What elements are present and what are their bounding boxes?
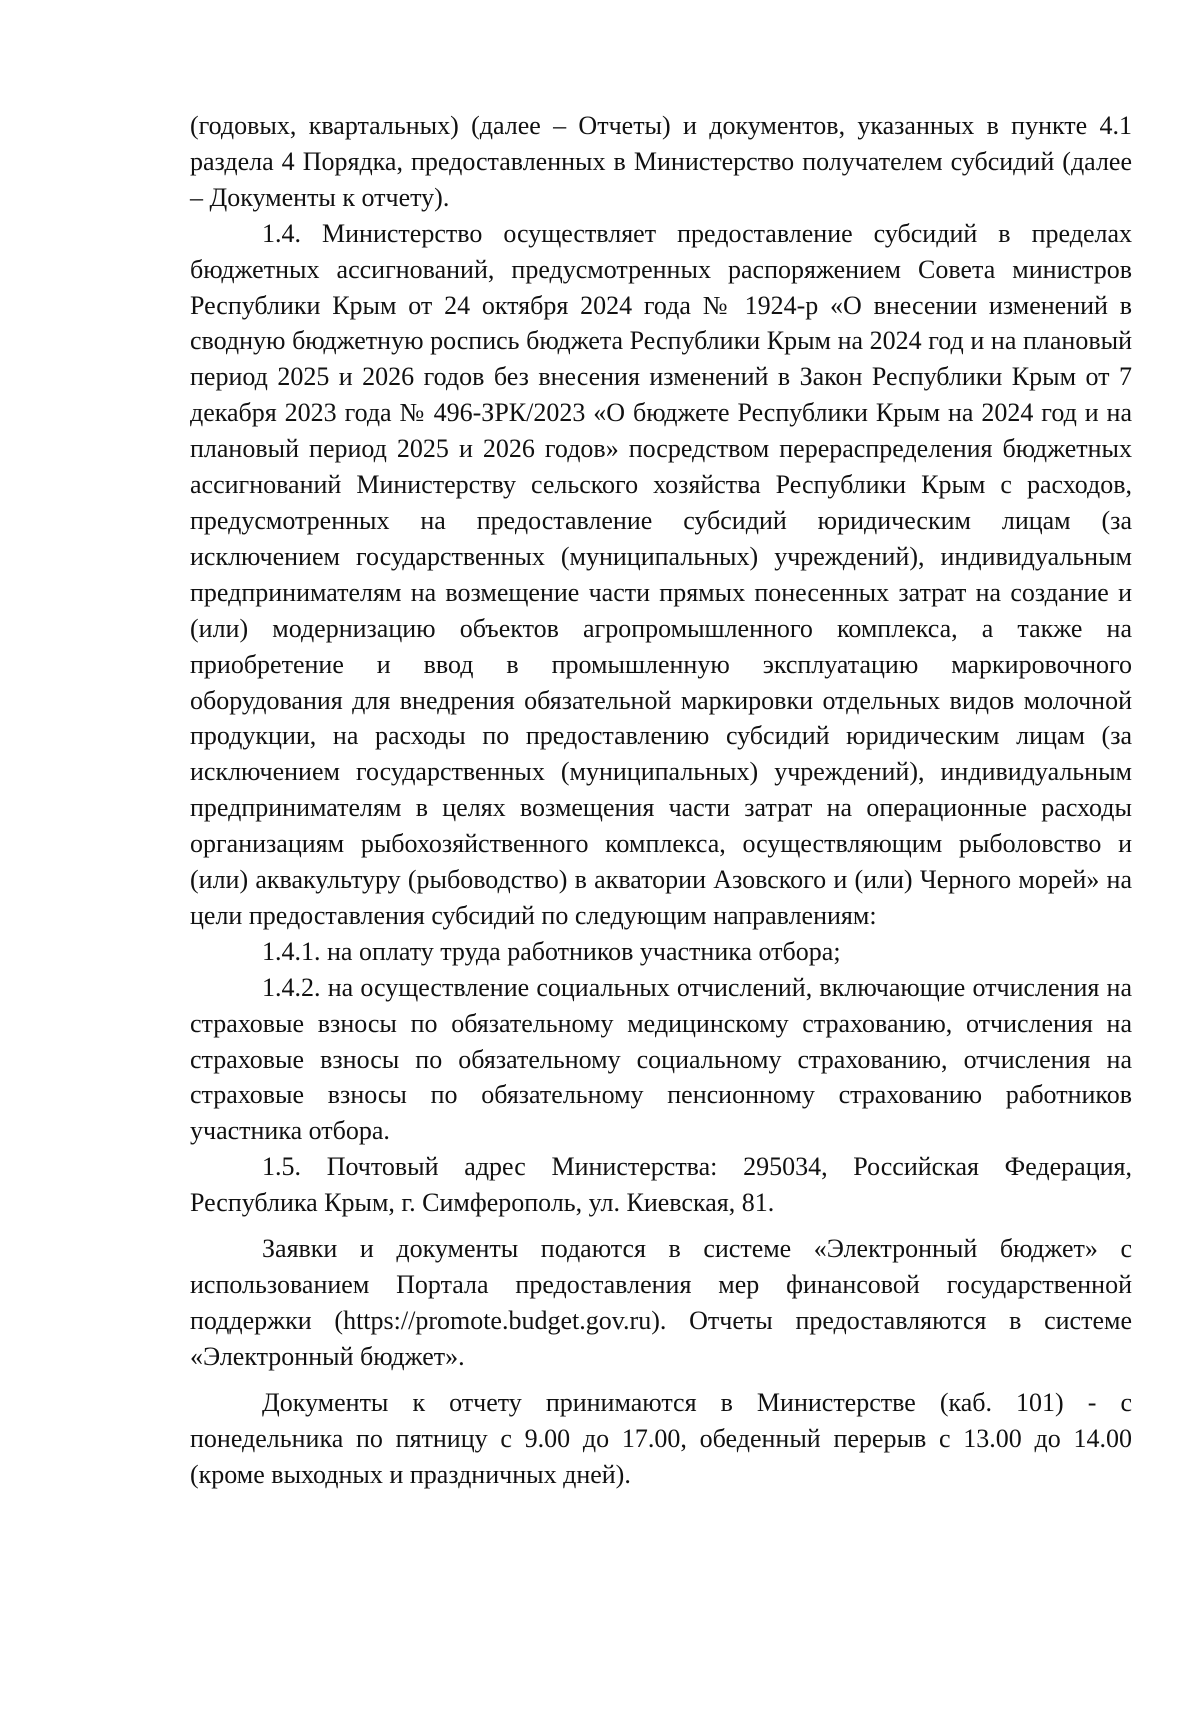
paragraph-1-4-subsidy-budget: 1.4. Министерство осуществляет предоставление субсидий в пределах бюджетных ассигнований, предусмотренных распоряжением Совета министров Республики Крым от 24 октября 2024 года № 1924-р «О внесении изменений в сводную бюджетную роспись бюджета Республики Крым на 2024 год и на плановый период 2025 и 2026 годов без внесения изменений в Закон Республики Крым от 7 декабря 2023 года № 496-ЗРК/2023 «О бюджете Республики Крым на 2024 год и на плановый период 2025 и 2026 годов» посредством перераспределения бюджетных ассигнований Министерству сельского хозяйства Республики Крым с расходов, предусмотренных на предоставление субсидий юридическим лицам (за исключением государственных (муниципальных) учреждений), индивидуальным предпринимателям на возмещение части прямых понесенных затрат на создание и (или) модернизацию объектов агропромышленного комплекса, а также на приобретение и ввод в промышленную эксплуатацию маркировочного оборудования для внедрения обязательной маркировки отдельных видов молочной продукции, на расходы по предоставлению субсидий юридическим лицам (за исключением государственных (муниципальных) учреждений), индивидуальным предпринимателям в целях возмещения части затрат на операционные расходы организациям рыбохозяйственного комплекса, осуществляющим рыболовство и (или) аквакультуру (рыбоводство) в акватории Азовского и (или) Черного морей» на цели предоставления субсидий по следующим направлениям: — [190, 218, 1132, 930]
paragraph-documents-acceptance: Документы к отчету принимаются в Министерстве (каб. 101) - с понедельника по пятницу с 9.00 до 17.00, обеденный перерыв с 13.00 до 14.00 (кроме выходных и праздничных дней). — [190, 1387, 1132, 1489]
paragraph-reports-continuation: (годовых, квартальных) (далее – Отчеты) и документов, указанных в пункте 4.1 раздела 4 Порядка, предоставленных в Министерство получателем субсидий (далее – Документы к отчету). — [190, 111, 1132, 212]
paragraph-applications-submission: Заявки и документы подаются в системе «Электронный бюджет» с использованием Портала предоставления мер финансовой государственной поддержки (https://promote.budget.gov.ru). Отчеты предоставляются в системе «Электронный бюджет». — [190, 1234, 1132, 1371]
paragraph-1-4-2-social-contributions: 1.4.2. на осуществление социальных отчислений, включающие отчисления на страховые взносы по обязательному медицинскому страхованию, отчисления на страховые взносы по обязательному социальному страхованию, отчисления на страховые взносы по обязательному пенсионному страхованию работников участника отбора. — [190, 972, 1132, 1146]
document-body — [190, 108, 1132, 1492]
paragraph-1-4-1-wages: 1.4.1. на оплату труда работников участника отбора; — [262, 936, 841, 966]
paragraph-1-5-postal-address: 1.5. Почтовый адрес Министерства: 295034, Российская Федерация, Республика Крым, г. Симферополь, ул. Киевская, 81. — [190, 1152, 1132, 1218]
